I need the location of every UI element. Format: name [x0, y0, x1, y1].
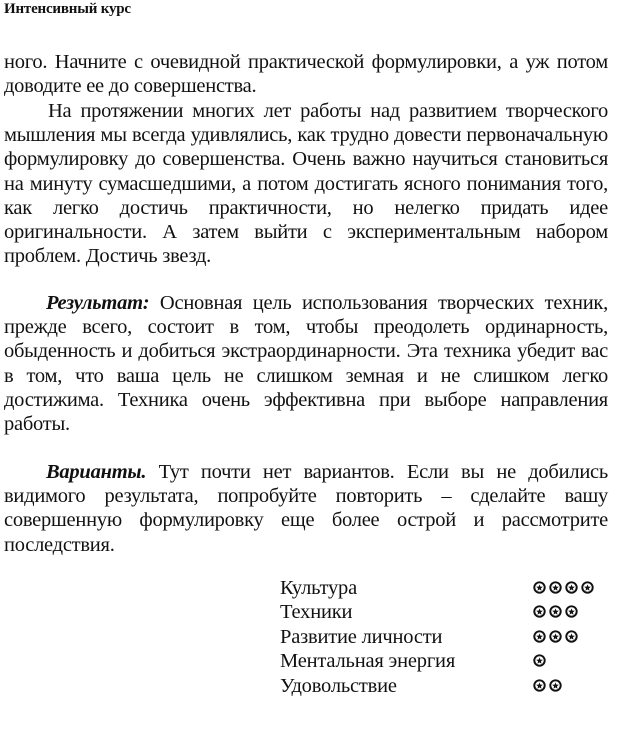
rating-stars — [533, 654, 549, 667]
paragraph-continuation: ного. Начните с очевидной практической формулировки, а уж потом доводите ее до совершенства. — [4, 51, 608, 98]
variants-heading: Варианты. — [46, 461, 147, 483]
rating-row — [280, 649, 610, 673]
rating-row — [280, 576, 610, 600]
ratings-table — [280, 576, 610, 698]
star-in-circle-icon — [565, 630, 578, 643]
star-in-circle-icon — [549, 605, 562, 618]
star-in-circle-icon — [533, 654, 546, 667]
star-in-circle-icon — [549, 630, 562, 643]
variants-text: Тут почти нет вариантов. Если вы не добились видимого результата, попробуйте повторить – сделайте вашу совершенную формулировку еще более острой и рассмотрите последствия. — [4, 461, 608, 556]
star-in-circle-icon — [565, 605, 578, 618]
paragraph-result — [4, 291, 608, 436]
result-heading: Результат: — [46, 292, 150, 314]
result-text: Основная цель использования творческих техник, прежде всего, состоит в том, чтобы преодолеть ординарность, обыденность и добиться экстраординарности. Эта техника убедит вас в том, что ваша цель не слишком земная и не слишком легко достижима. Техника очень эффективна при выборе направления работы. — [4, 292, 608, 436]
rating-label: Развитие личности — [280, 625, 443, 648]
rating-row — [280, 625, 610, 649]
rating-label: Ментальная энергия — [280, 650, 456, 673]
rating-label: Культура — [280, 577, 357, 599]
rating-stars — [533, 581, 597, 594]
star-in-circle-icon — [533, 679, 546, 692]
star-in-circle-icon — [581, 581, 594, 594]
rating-stars — [533, 605, 581, 618]
rating-stars — [533, 679, 565, 692]
running-head: Интенсивный курс — [4, 1, 131, 17]
rating-label: Удовольствие — [280, 674, 397, 697]
paragraph-variants — [4, 460, 608, 557]
star-in-circle-icon — [549, 581, 562, 594]
rating-row — [280, 600, 610, 624]
paragraph-experience: На протяжении многих лет работы над развитием творческого мышления мы всегда удивлялись, как трудно довести первоначальную формулировку до совершенства. Очень важно научиться становиться на минуту сумасшедшими, а потом достигать ясного понимания того, как легко достичь практичности, но нелегко придать идее оригинальности. А затем выйти с экспериментальным набором проблем. Достичь звезд. — [4, 100, 608, 268]
star-in-circle-icon — [533, 605, 546, 618]
star-in-circle-icon — [533, 581, 546, 594]
rating-row — [280, 674, 610, 698]
rating-label: Техники — [280, 601, 353, 624]
star-in-circle-icon — [549, 679, 562, 692]
star-in-circle-icon — [533, 630, 546, 643]
rating-stars — [533, 630, 581, 643]
star-in-circle-icon — [565, 581, 578, 594]
